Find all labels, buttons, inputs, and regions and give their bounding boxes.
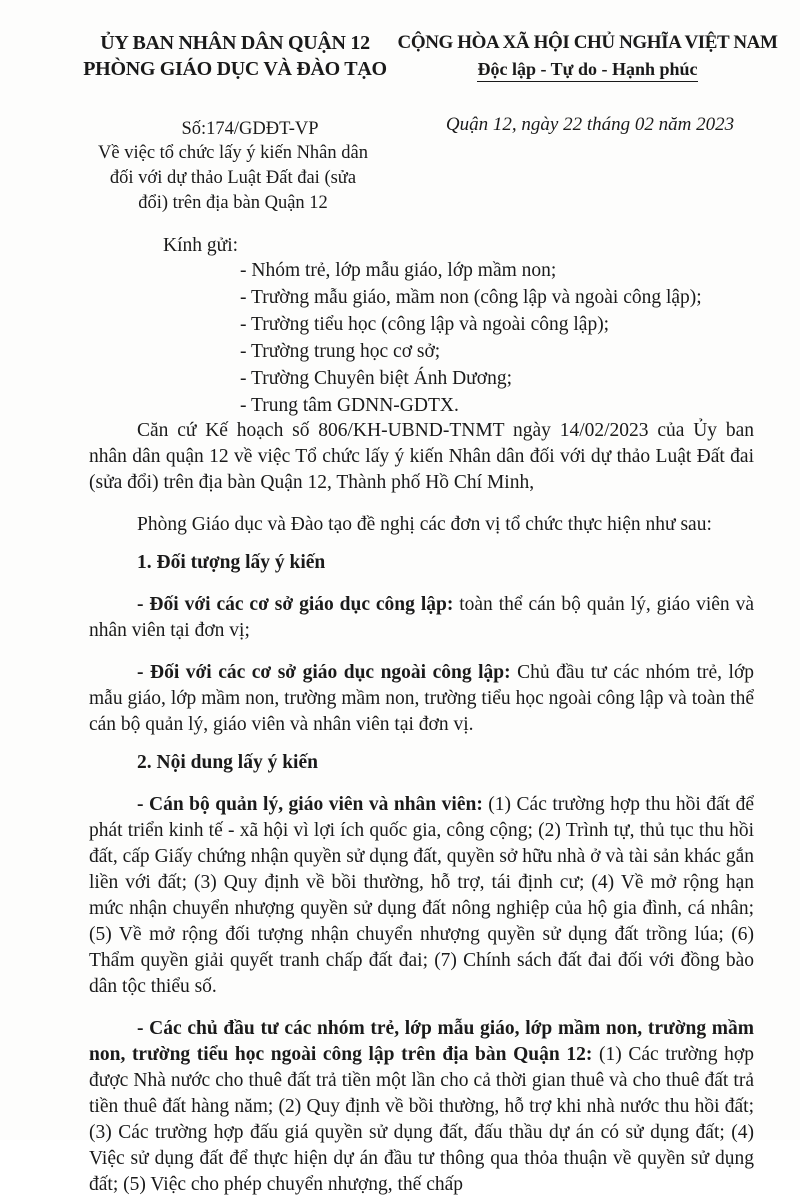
paragraph-request: Phòng Giáo dục và Đào tạo đề nghị các đơn vị tổ chức thực hiện như sau: <box>137 514 712 535</box>
document-date: Quận 12, ngày 22 tháng 02 năm 2023 <box>445 114 735 135</box>
paragraph-legal-basis: Căn cứ Kế hoạch số 806/KH-UBND-TNMT ngày 14/02/2023 của Ủy ban nhân dân quận 12 về việc Tổ chức lấy ý kiến Nhân dân đối với dự thảo Luật Đất đai (sửa đổi) trên địa bàn Quận 12, Thành phố Hồ Chí Minh, <box>89 420 754 493</box>
document-body <box>89 418 754 1198</box>
org-name-line2: PHÒNG GIÁO DỤC VÀ ĐÀO TẠO <box>83 58 387 80</box>
section-heading: 2. Nội dung lấy ý kiến <box>137 752 318 773</box>
addressee-list <box>240 258 760 420</box>
paragraph-text: Chủ đầu tư các nhóm trẻ, lớp mẫu giáo, lớp mầm non, trường mầm non, trường tiểu học ngoài công lập và toàn thể cán bộ quản lý, giáo viên và nhân viên tại đơn vị. <box>89 662 755 735</box>
paragraph-text: (1) Các trường hợp thu hồi đất để phát triển kinh tế - xã hội vì lợi ích quốc gia, công cộng; (2) Trình tự, thủ tục thu hồi đất, cấp Giấy chứng nhận quyền sử dụng đất, quyền sở hữu nhà ở và tài sản khác gắn liền với đất; (3) Quy định về bồi thường, hỗ trợ, tái định cư; (4) Về mở rộng hạn mức nhận chuyển nhượng quyền sử dụng đất nông nghiệp của hộ gia đình, cá nhân; (5) Về mở rộng đối tượng nhận chuyển nhượng quyền sử dụng đất trồng lúa; (6) Thẩm quyền giải quyết tranh chấp đất đai; (7) Chính sách đất đai đối với đồng bào dân tộc thiểu số. <box>89 794 754 997</box>
bold-lead: - Các chủ đầu tư các nhóm trẻ, lớp mẫu giáo, lớp mầm non, trường mầm non, trường tiểu học ngoài công lập trên địa bàn Quận 12: <box>89 1018 754 1065</box>
nation-name: CỘNG HÒA XÃ HỘI CHỦ NGHĨA VIỆT NAM <box>397 32 778 53</box>
addressee-label: Kính gửi: <box>163 235 239 256</box>
bold-lead: - Cán bộ quản lý, giáo viên và nhân viên: <box>137 794 483 815</box>
motto-text: Độc lập - Tự do - Hạnh phúc <box>477 58 697 82</box>
list-item: - Trung tâm GDNN-GDTX. <box>240 395 459 416</box>
list-item: - Trường Chuyên biệt Ánh Dương; <box>240 368 512 389</box>
list-item: - Trường trung học cơ sở; <box>240 341 441 362</box>
document-subject <box>78 141 388 216</box>
paragraph-text: (1) Các trường hợp được Nhà nước cho thuê đất trả tiền một lần cho cả thời gian thuê và cho thuê đất trả tiền thuê đất hàng năm; (2) Quy định về bồi thường, hỗ trợ khi nhà nước thu hồi đất; (3) Các trường hợp đấu giá quyền sử dụng đất, đấu thầu dự án có sử dụng đất; (4) Việc sử dụng đất để thực hiện dự án đầu tư thông qua thỏa thuận về quyền sử dụng đất; (5) Việc cho phép chuyển nhượng, thế chấp <box>89 1044 754 1195</box>
bold-lead: - Đối với các cơ sở giáo dục ngoài công lập: <box>137 662 511 683</box>
list-item: - Nhóm trẻ, lớp mẫu giáo, lớp mầm non; <box>240 260 557 281</box>
paragraph-investor-topics <box>89 1016 754 1198</box>
issuing-organization <box>70 30 400 82</box>
subject-line: Về việc tổ chức lấy ý kiến Nhân dân <box>98 143 368 163</box>
bold-lead: - Đối với các cơ sở giáo dục công lập: <box>137 594 454 615</box>
paragraph-private-institutions <box>89 660 754 738</box>
document-number: Số:174/GDĐT-VP <box>181 119 319 139</box>
org-name-line1: ỦY BAN NHÂN DÂN QUẬN 12 <box>100 32 370 54</box>
paragraph-text: toàn thể cán bộ quản lý, giáo viên và nhân viên tại đơn vị; <box>89 594 754 641</box>
national-motto <box>395 30 780 82</box>
list-item: - Trường tiểu học (công lập và ngoài công lập); <box>240 314 610 335</box>
subject-line: đối với dự thảo Luật Đất đai (sửa <box>109 168 357 188</box>
paragraph-staff-topics <box>89 792 754 1000</box>
subject-line: đổi) trên địa bàn Quận 12 <box>138 193 328 213</box>
paragraph-public-institutions <box>89 592 754 644</box>
section-heading: 1. Đối tượng lấy ý kiến <box>137 552 326 573</box>
list-item: - Trường mẫu giáo, mầm non (công lập và ngoài công lập); <box>240 287 702 308</box>
